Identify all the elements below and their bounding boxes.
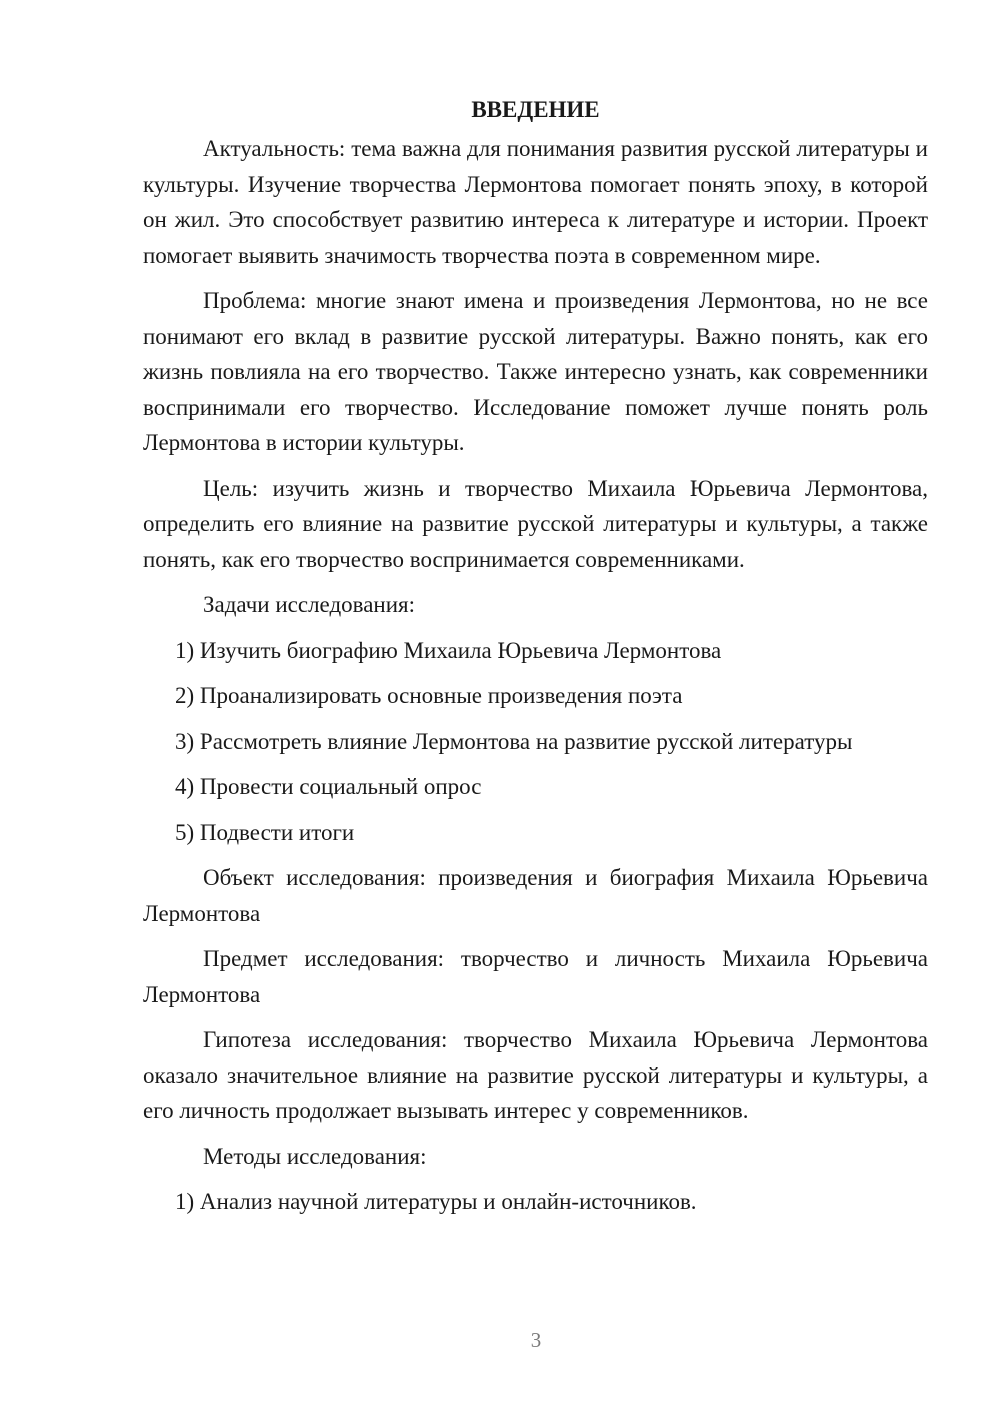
subject-paragraph: Предмет исследования: творчество и личность Михаила Юрьевича Лермонтова (143, 946, 928, 1007)
object-paragraph: Объект исследования: произведения и биография Михаила Юрьевича Лермонтова (143, 865, 928, 926)
section-title: ВВЕДЕНИЕ (471, 97, 600, 122)
methods-heading: Методы исследования: (203, 1143, 427, 1169)
tasks-heading: Задачи исследования: (203, 592, 416, 617)
task-item: 5) Подвести итоги (175, 819, 355, 845)
method-item: 1) Анализ научной литературы и онлайн-источников. (175, 1189, 697, 1214)
relevance-paragraph: Актуальность: тема важна для понимания развития русской литературы и культуры. Изучение творчества Лермонтова помогает понять эпоху, в которой он жил. Это способствует развитию интереса к литературе и истории. Проект помогает выявить значимость творчества поэта в современном мире. (143, 136, 928, 268)
task-item: 1) Изучить биографию Михаила Юрьевича Лермонтова (175, 637, 722, 663)
problem-paragraph: Проблема: многие знают имена и произведения Лермонтова, но не все понимают его вклад в развитие русской литературы. Важно понять, как его жизнь повлияла на его творчество. Также интересно узнать, как современники воспринимали его творчество. Исследование поможет лучше понять роль Лермонтова в истории культуры. (143, 288, 928, 455)
methods-list (143, 1184, 928, 1220)
page-content (143, 92, 928, 1230)
task-item: 2) Проанализировать основные произведения поэта (175, 683, 683, 708)
goal-paragraph: Цель: изучить жизнь и творчество Михаила Юрьевича Лермонтова, определить его влияние на развитие русской литературы и культуры, а также понять, как его творчество воспринимается современниками. (143, 475, 928, 572)
tasks-list (143, 633, 928, 851)
task-item: 4) Провести социальный опрос (175, 774, 482, 799)
page-number: 3 (530, 1328, 542, 1352)
hypothesis-paragraph: Гипотеза исследования: творчество Михаила Юрьевича Лермонтова оказало значительное влияние на развитие русской литературы и культуры, а его личность продолжает вызывать интерес у современников. (143, 1027, 928, 1123)
task-item: 3) Рассмотреть влияние Лермонтова на развитие русской литературы (175, 728, 853, 754)
